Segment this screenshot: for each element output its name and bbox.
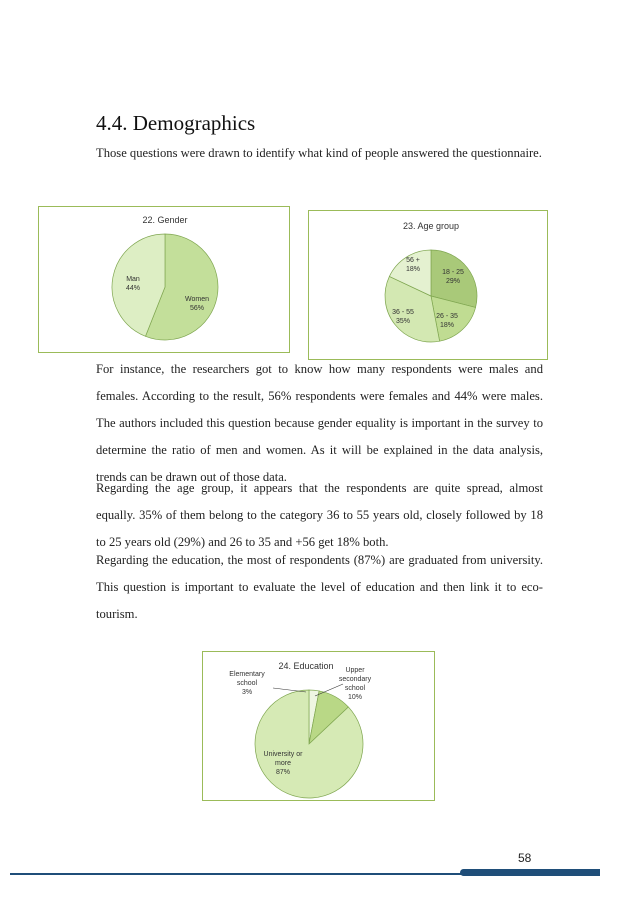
education-label-upper-pct: 10% [347,694,363,701]
gender-chart-svg [39,207,291,354]
footer-accent-bar [460,869,600,876]
gender-label-women-pct: 56% [189,305,205,312]
gender-label-man-pct: 44% [125,285,141,292]
education-label-upper-line2: secondary [338,676,372,683]
age-label-36-55-name: 36 - 55 [392,309,414,316]
education-chart [202,651,435,801]
age-label-26-35-name: 26 - 35 [436,313,458,320]
education-label-university-line1: University or [263,751,303,758]
gender-paragraph: For instance, the researchers got to know how many respondents were males and females. According to the result, 56% respondents were females and 44% were males. The authors included this question because gender equality is important in the survey to determine the ratio of men and women. As it will be explained in the data analysis, trends can be drawn out of those data. [96,362,543,484]
page-number: 58 [518,851,532,865]
age-label-56-pct: 18% [405,266,421,273]
gender-chart-title: 22. Gender [142,215,188,225]
age-label-26-35-pct: 18% [439,322,455,329]
age-label-18-25-pct: 29% [445,278,461,285]
education-label-upper-line1: Upper [345,667,365,674]
education-paragraph: Regarding the education, the most of respondents (87%) are graduated from university. This question is important to evaluate the level of education and then link it to eco-tourism. [96,553,543,621]
gender-label-women-name: Women [185,296,209,303]
gender-label-man-name: Man [126,276,140,283]
education-label-elementary-pct: 3% [241,689,253,696]
age-chart-title: 23. Age group [402,221,460,231]
education-label-university-pct: 87% [275,769,291,776]
education-chart-title: 24. Education [278,661,334,671]
education-chart-svg [203,652,436,802]
education-label-elementary-line2: school [236,680,258,687]
age-group-chart-svg [309,211,549,361]
age-label-56-name: 56 + [406,257,420,264]
education-label-elementary-line1: Elementary [229,671,265,678]
intro-paragraph: Those questions were drawn to identify what kind of people answered the questionnaire. [96,146,542,160]
age-label-18-25-name: 18 - 25 [442,269,464,276]
age-label-36-55-pct: 35% [395,318,411,325]
education-label-upper-line3: school [344,685,366,692]
gender-chart [38,206,290,353]
education-label-university-line2: more [275,760,291,767]
age-paragraph: Regarding the age group, it appears that the respondents are quite spread, almost equally. 35% of them belong to the category 36 to 55 years old, closely followed by 18 to 25 years old (29%) and 26 to 35 and +56 get 18% both. [96,481,543,549]
section-heading: 4.4. Demographics [96,111,256,135]
age-group-chart [308,210,548,360]
